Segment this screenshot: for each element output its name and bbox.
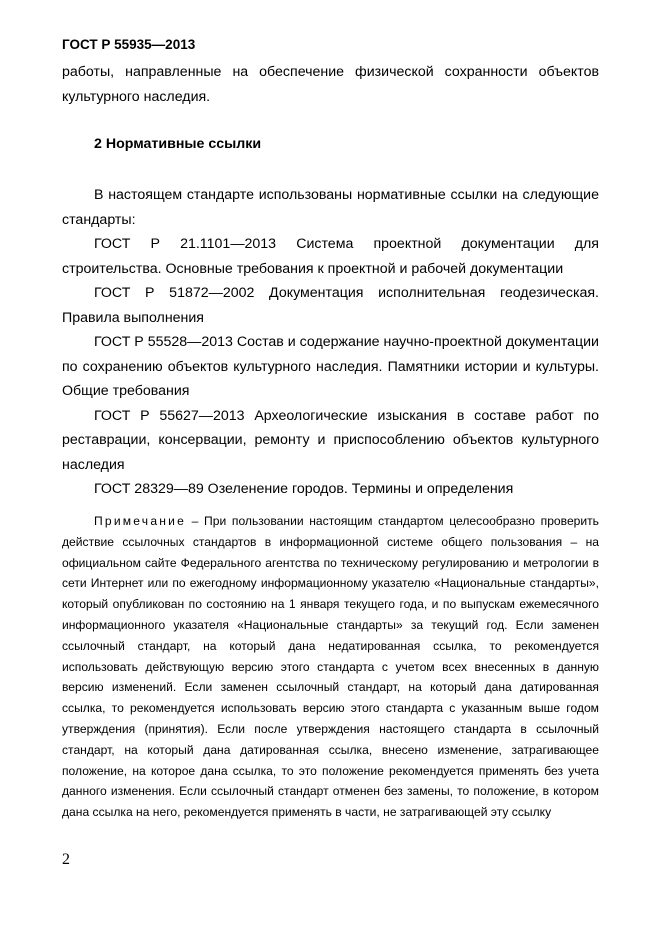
references-block bbox=[62, 183, 599, 502]
reference-item: ГОСТ 28329—89 Озеленение городов. Термины и определения bbox=[94, 481, 514, 497]
standard-code-header: ГОСТ Р 55935—2013 bbox=[62, 37, 196, 52]
note-label: Примечание bbox=[94, 514, 186, 528]
reference-item: ГОСТ Р 51872—2002 Документация исполнительная геодезическая. Правила выполнения bbox=[62, 285, 599, 326]
references-lead: В настоящем стандарте использованы нормативные ссылки на следующие стандарты: bbox=[62, 187, 599, 228]
page-number: 2 bbox=[62, 851, 70, 868]
note-block bbox=[62, 511, 599, 823]
intro-continuation-text: работы, направленные на обеспечение физической сохранности объектов культурного наследия. bbox=[62, 64, 599, 105]
reference-item: ГОСТ Р 21.1101—2013 Система проектной документации для строительства. Основные требования к проектной и рабочей документации bbox=[62, 236, 599, 277]
section-title: 2 Нормативные ссылки bbox=[94, 136, 262, 152]
reference-item: ГОСТ Р 55627—2013 Археологические изыскания в составе работ по реставрации, консервации, ремонту и приспособлению объектов культурного наследия bbox=[62, 407, 599, 473]
note-paragraph bbox=[62, 511, 599, 823]
intro-continuation bbox=[62, 60, 599, 109]
reference-item: ГОСТ Р 55528—2013 Состав и содержание научно-проектной документации по сохранению объектов культурного наследия. Памятники истории и культуры. Общие требования bbox=[62, 334, 599, 399]
note-text: – При пользовании настоящим стандартом целесообразно проверить действие ссылочных стандартов в информационной системе общего пользования – на официальном сайте Федерального агентства по техническому регулированию и метрологии в сети Интернет или по ежегодному информационному указателю «Национальные стандарты», который опубликован по состоянию на 1 января текущего года, и по выпускам ежемесячного информационного указателя «Национальные стандарты» за текущий год. Если заменен ссылочный стандарт, на который дана недатированная ссылка, то рекомендуется использовать действующую версию этого стандарта с учетом всех внесенных в данную версию изменений. Если заменен ссылочный стандарт, на который дана датированная ссылка, то рекомендуется использовать версию этого стандарта с указанным выше годом утверждения (принятия). Если после утверждения настоящего стандарта в ссылочный стандарт, на который дана датированная ссылка, внесено изменение, затрагивающее положение, на которое дана ссылка, то это положение рекомендуется применять без учета данного изменения. Если ссылочный стандарт отменен без замены, то положение, в котором дана ссылка на него, рекомендуется применять в части, не затрагивающей эту ссылку bbox=[62, 514, 599, 820]
